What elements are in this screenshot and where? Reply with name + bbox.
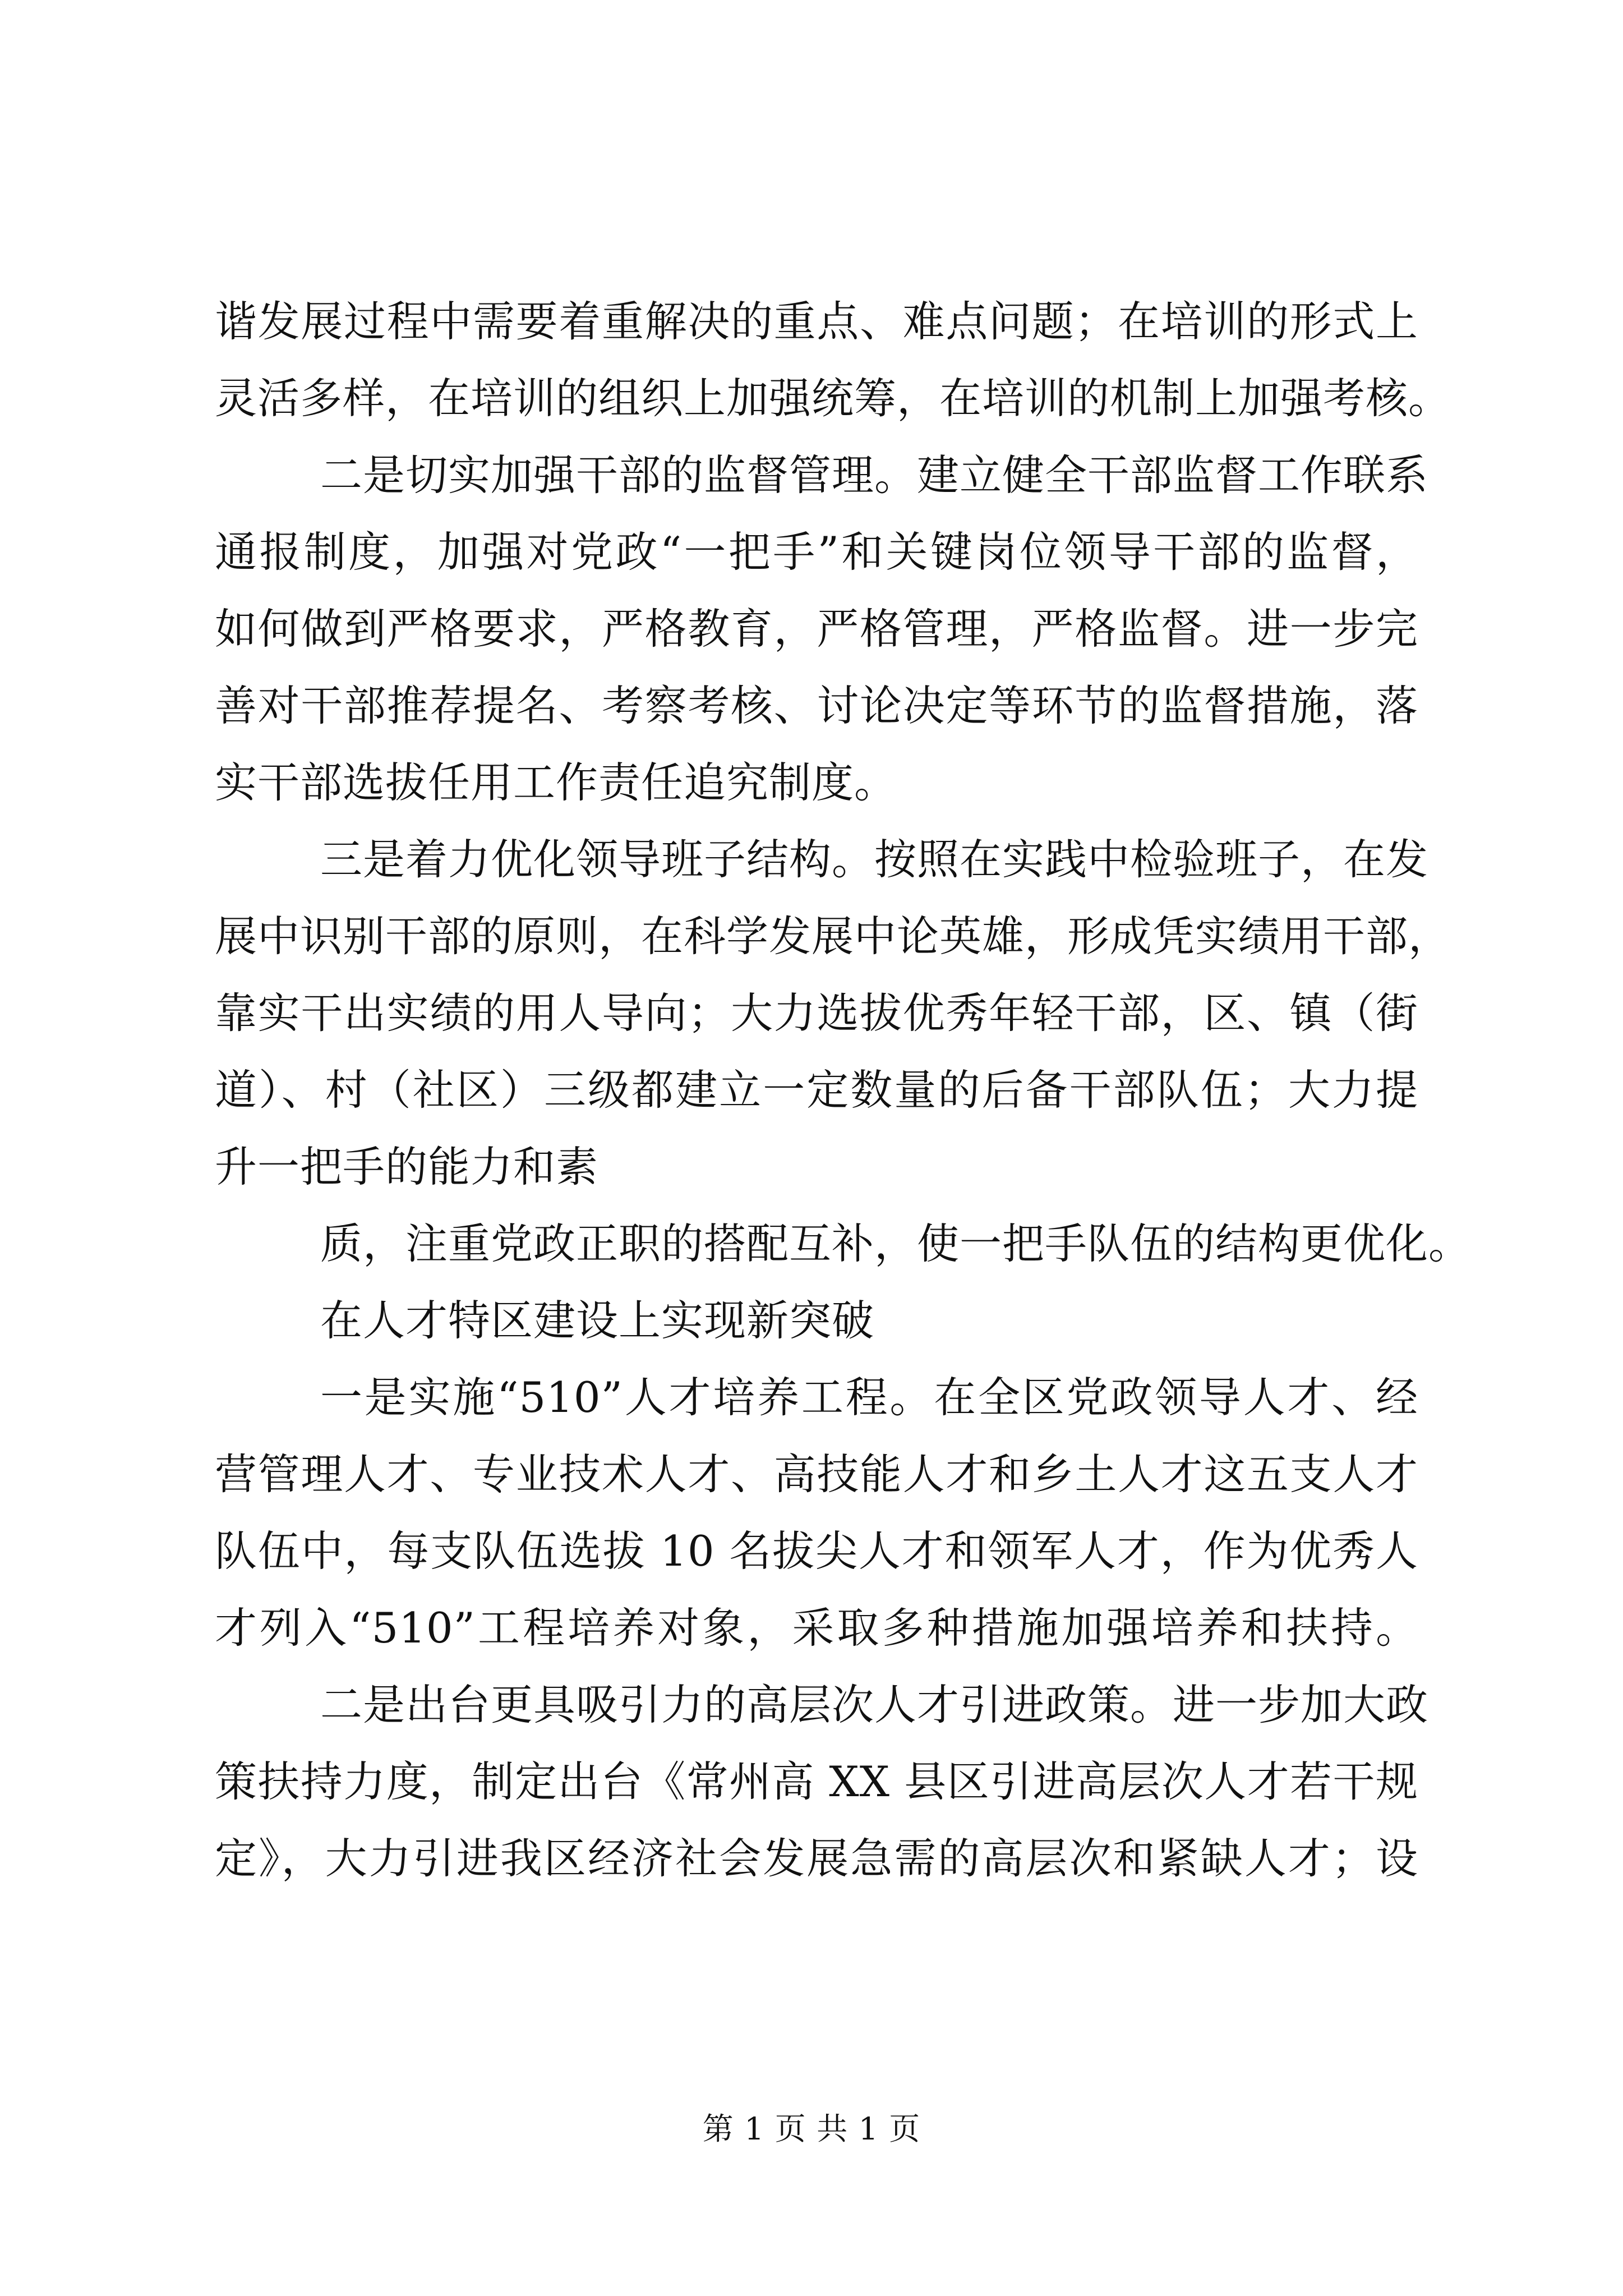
text-line: 定》，大力引进我区经济社会发展急需的高层次和紧缺人才；设 — [215, 1834, 1418, 1883]
text-line: 展中识别干部的原则，在科学发展中论英雄，形成凭实绩用干部， — [215, 912, 1451, 961]
text-line: 才列入“510”工程培养对象，采取多种措施加强培养和扶持。 — [215, 1603, 1418, 1653]
text-line: 队伍中，每支队伍选拔 10 名拔尖人才和领军人才，作为优秀人 — [215, 1526, 1418, 1576]
paragraph-start-line: 三是着力优化领导班子结构。按照在实践中检验班子，在发 — [320, 835, 1429, 884]
paragraph-start-line: 质，注重党政正职的搭配互补，使一把手队伍的结构更优化。 — [320, 1219, 1472, 1268]
section-heading: 在人才特区建设上实现新突破 — [320, 1296, 875, 1345]
page-footer: 第 1 页 共 1 页 — [702, 2111, 921, 2147]
paragraph-start-line: 一是实施“510”人才培养工程。在全区党政领导人才、经 — [320, 1373, 1418, 1422]
text-line: 如何做到严格要求，严格教育，严格管理，严格监督。进一步完 — [215, 604, 1418, 654]
text-line: 策扶持力度，制定出台《常州高 XX 县区引进高层次人才若干规 — [215, 1757, 1418, 1806]
paragraph-start-line: 二是切实加强干部的监督管理。建立健全干部监督工作联系 — [320, 450, 1429, 500]
text-line: 道）、村（社区）三级都建立一定数量的后备干部队伍；大力提 — [215, 1065, 1418, 1115]
paragraph-start-line: 二是出台更具吸引力的高层次人才引进政策。进一步加大政 — [320, 1680, 1429, 1729]
document-body — [215, 283, 1472, 1897]
text-line: 升一把手的能力和素 — [215, 1142, 599, 1191]
text-line: 灵活多样，在培训的组织上加强统筹，在培训的机制上加强考核。 — [215, 374, 1451, 423]
text-line: 靠实干出实绩的用人导向；大力选拔优秀年轻干部，区、镇（街 — [215, 988, 1418, 1038]
text-line: 谐发展过程中需要着重解决的重点、难点问题；在培训的形式上 — [215, 297, 1418, 346]
text-line: 通报制度，加强对党政“一把手”和关键岗位领导干部的监督， — [215, 527, 1418, 577]
text-line: 营管理人才、专业技术人才、高技能人才和乡土人才这五支人才 — [215, 1450, 1418, 1499]
text-line: 实干部选拔任用工作责任追究制度。 — [215, 758, 897, 807]
text-line: 善对干部推荐提名、考察考核、讨论决定等环节的监督措施，落 — [215, 681, 1418, 730]
